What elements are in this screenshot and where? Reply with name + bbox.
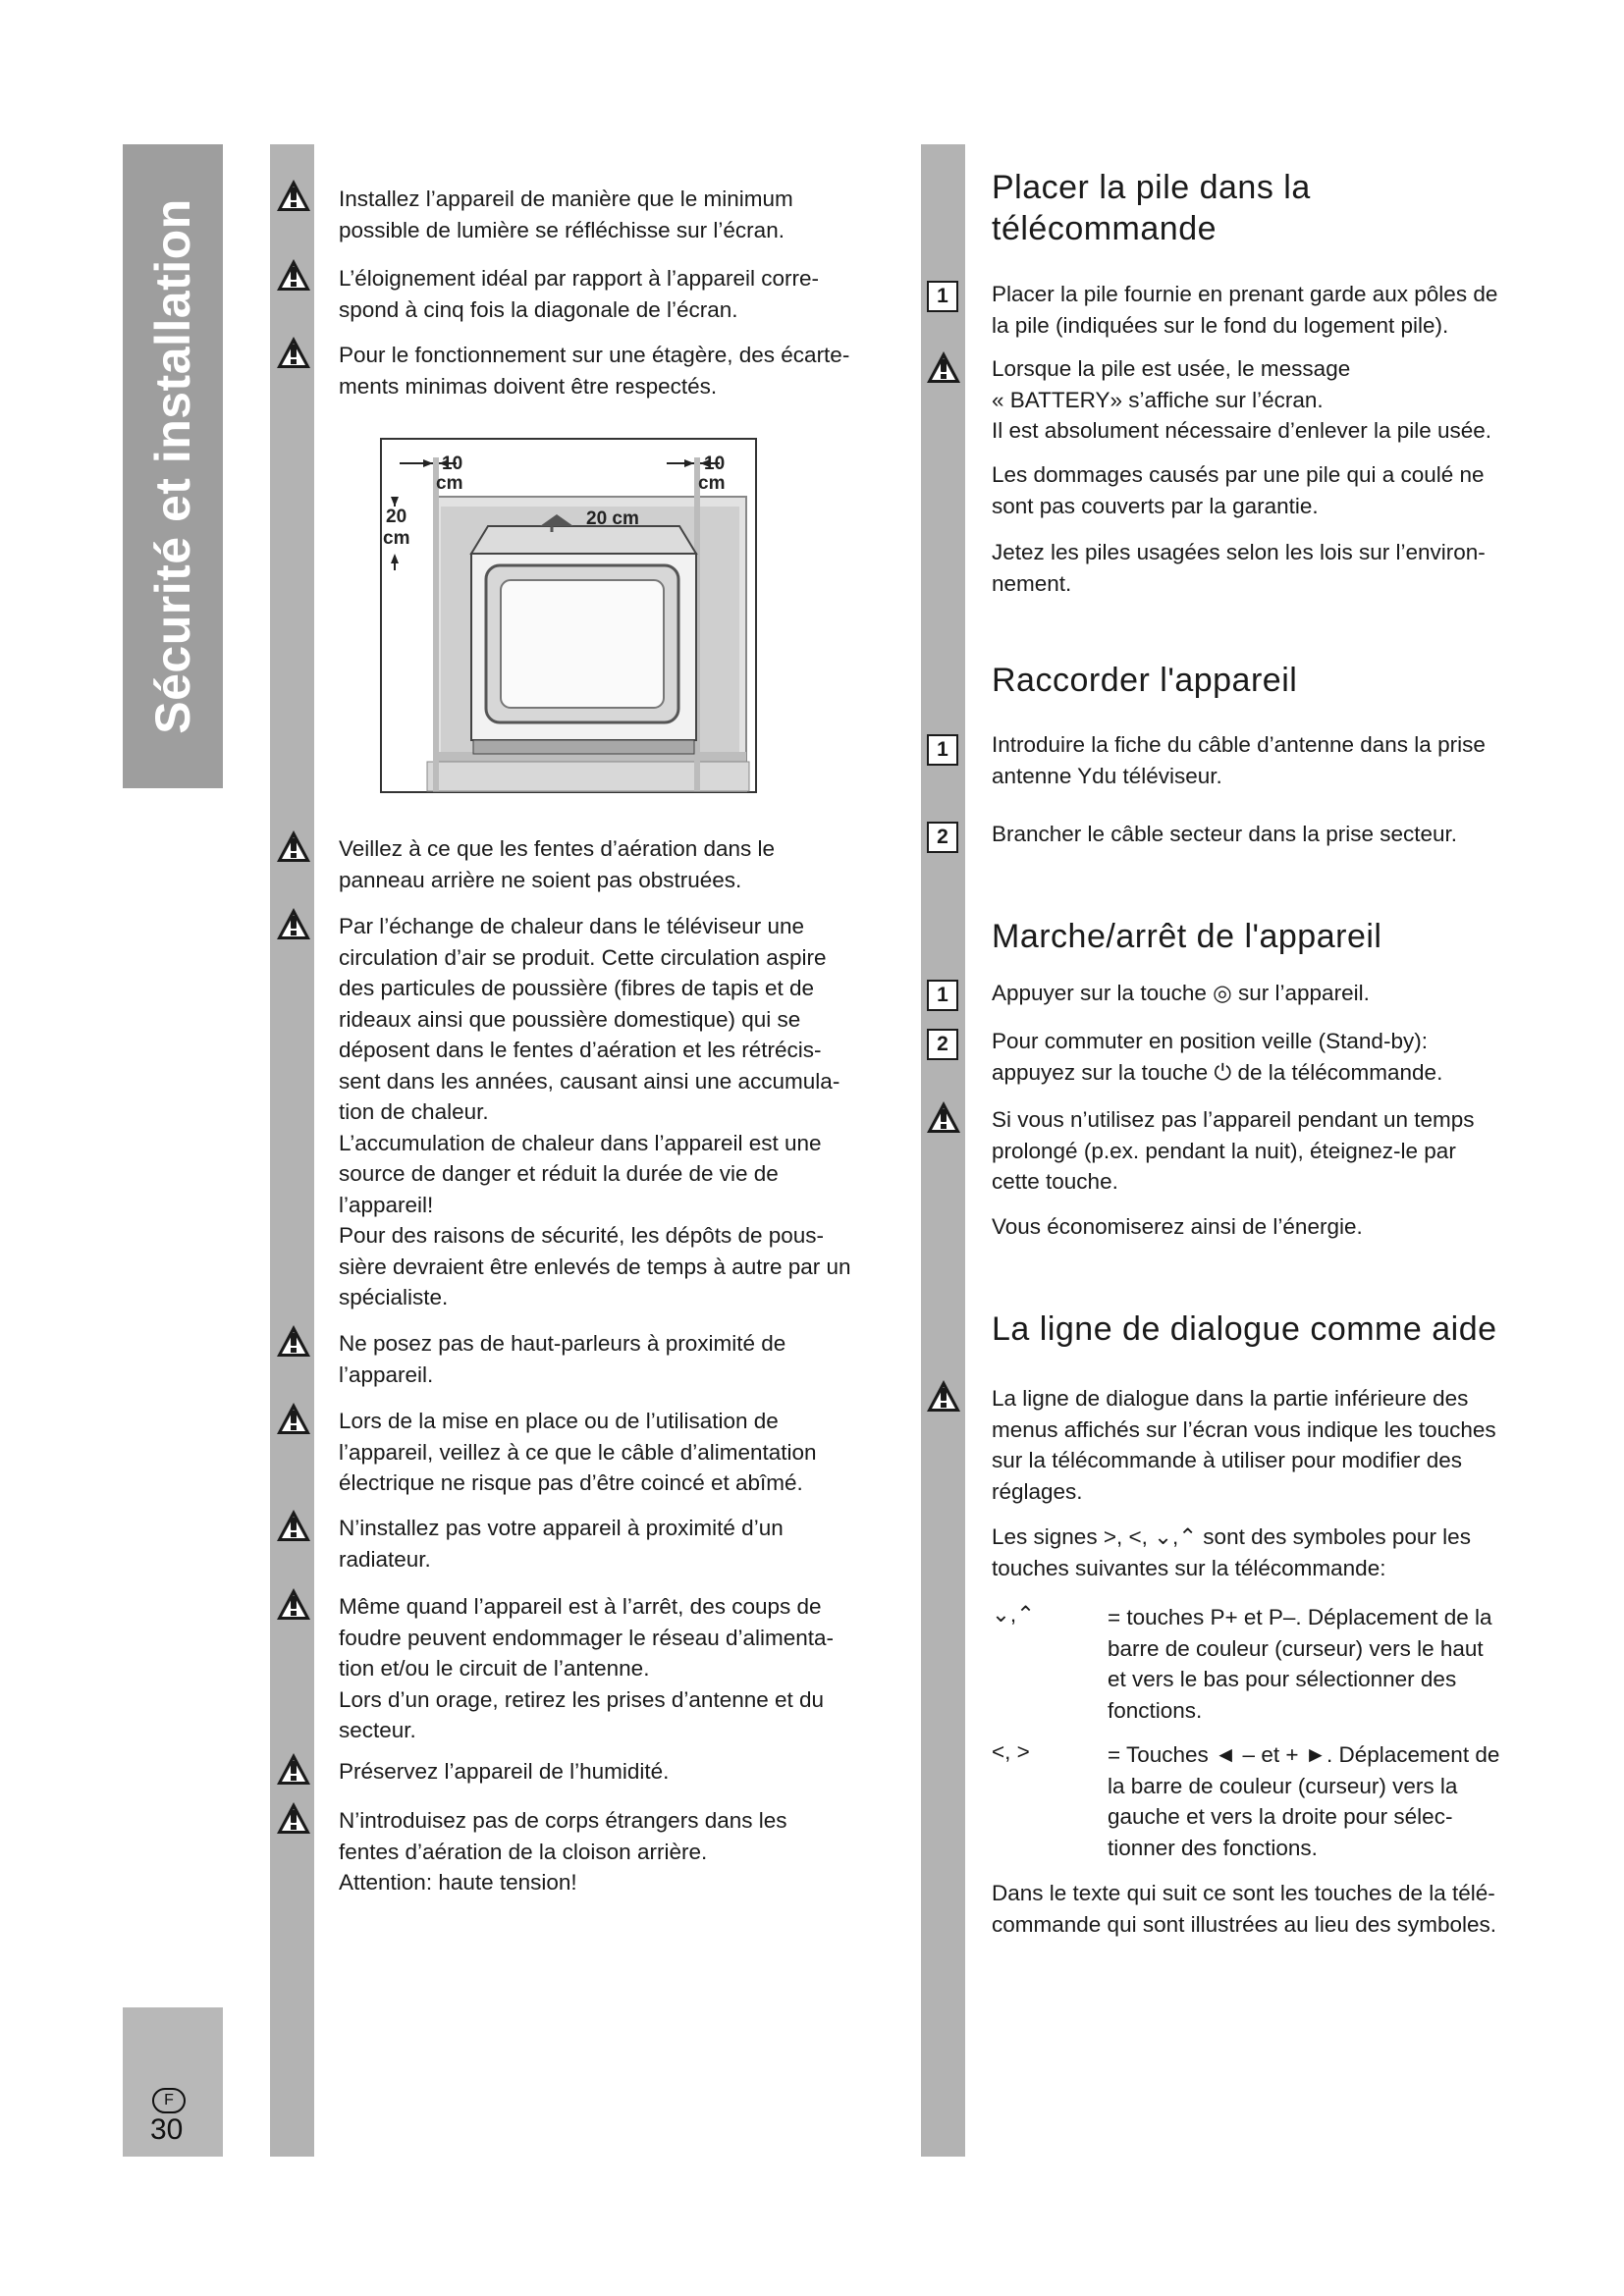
up-down-symbol: ⌄,⌃ [992,1602,1035,1627]
top-clearance-label: 20 cm [586,508,639,529]
page-footer [123,2007,223,2157]
warning-icon [277,1588,310,1620]
language-badge: F [152,2088,186,2113]
tv-shelf-illustration [380,438,757,793]
paragraph-warranty: Les dommages causés par une pile qui a coulé ne sont pas couverts par la garantie. [992,462,1485,518]
paragraph-disposal: Jetez les piles usagées selon les lois sur l’environ- nement. [992,540,1486,596]
paragraph-glare: Installez l’appareil de manière que le minimum possible de lumière se réfléchisse sur l’écran. [339,187,793,242]
paragraph-lightning: Même quand l’appareil est à l’arrêt, des coups de foudre peuvent endommager le réseau d’alimenta- tion et/ou le circuit de l’antenne. Lors d’un orage, retirez les prises d’antenne et du secteur. [339,1594,835,1742]
warning-icon [277,1753,310,1785]
step-number: 1 [927,980,958,1011]
warning-icon [277,1403,310,1434]
paragraph-antenna: Introduire la fiche du câble d’antenne dans la prise antenne Ydu téléviseur. [992,732,1486,788]
paragraph-symbols: Les signes >, <, ⌄,⌃ sont des symboles pour les touches suivantes sur la télécommande: [992,1524,1471,1580]
left-clearance-unit: cm [436,473,463,494]
page-number: 30 [150,2113,184,2146]
left-right-symbol: <, > [992,1739,1030,1764]
warning-icon [277,180,310,211]
warning-icon [277,337,310,368]
right-clearance-num: 10 [704,454,726,474]
paragraph-heat: Par l’échange de chaleur dans le téléviseur une circulation d’air se produit. Cette circulation aspire des particules de poussière (fibres de tapis et de rideaux ainsi que poussière domestique) qui se déposent dans le fentes d’aération et les rétrécis- sent dans les années, causant ainsi une accumula- tion de chaleur. L’accumulation de chaleur dans l’appareil est une source de danger et réduit la durée de vie de l’appareil! Pour des raisons de sécurité, les dépôts de pous- sière devraient être enlevés de temps à autre par un spécialiste. [339,914,851,1309]
paragraph-battery-low: Lorsque la pile est usée, le message « BATTERY» s’affiche sur l’écran. Il est absolument nécessaire d’enlever la pile usée. [992,356,1492,443]
paragraph-humidity: Préservez l’appareil de l’humidité. [339,1759,670,1784]
paragraph-switch-off: Si vous n’utilisez pas l’appareil pendant un temps prolongé (p.ex. pendant la nuit), éteignez-le par cette touche. [992,1107,1475,1194]
paragraph-up-down-keys: = touches P+ et P–. Déplacement de la barre de couleur (curseur) vers le haut et vers le bas pour sélectionner des fonctions. [1108,1605,1492,1723]
paragraph-remote-keys: Dans le texte qui suit ce sont les touches de la télé- commande qui sont illustrées au lieu des symboles. [992,1881,1497,1937]
warning-icon [927,1101,960,1133]
warning-icon [277,830,310,862]
heading-connect: Raccorder l'appareil [992,662,1298,699]
warning-icon [277,1325,310,1357]
right-clearance-unit: cm [698,473,726,494]
heading-dialog-line: La ligne de dialogue comme aide [992,1310,1497,1348]
paragraph-shelf: Pour le fonctionnement sur une étagère, des écarte- ments minimas doivent être respectés. [339,343,850,399]
paragraph-speakers: Ne posez pas de haut-parleurs à proximité de l’appareil. [339,1331,786,1387]
heading-power: Marche/arrêt de l'appareil [992,918,1382,955]
warning-icon [277,259,310,291]
right-margin-bar [921,144,965,2157]
step-number: 2 [927,822,958,853]
section-title: Sécurité et installation [145,198,200,734]
paragraph-mains: Brancher le câble secteur dans la prise secteur. [992,822,1458,846]
paragraph-left-right-keys: = Touches ◄ – et + ►. Déplacement de la barre de couleur (curseur) vers la gauche et vers la droite pour sélec- tionner des fonctions. [1108,1742,1500,1860]
back-clearance-num: 20 [386,507,407,527]
warning-icon [927,1380,960,1412]
heading-battery: Placer la pile dans la télécommande [992,169,1311,247]
paragraph-radiator: N’installez pas votre appareil à proximité d’un radiateur. [339,1516,784,1572]
step-number: 2 [927,1029,958,1060]
left-margin-bar [270,144,314,2157]
paragraph-standby: Pour commuter en position veille (Stand-by): appuyez sur la touche ⏻ de la télécommande. [992,1029,1443,1085]
paragraph-power-button: Appuyer sur la touche ◎ sur l’appareil. [992,981,1370,1005]
warning-icon [277,1802,310,1834]
paragraph-insert-battery: Placer la pile fournie en prenant garde aux pôles de la pile (indiquées sur le fond du logement pile). [992,282,1498,338]
section-tab [123,144,223,788]
step-number: 1 [927,281,958,312]
paragraph-cable: Lors de la mise en place ou de l’utilisation de l’appareil, veillez à ce que le câble d’alimentation électrique ne risque pas d’être coincé et abîmé. [339,1409,817,1495]
warning-icon [277,1510,310,1541]
back-clearance-unit: cm [383,528,410,549]
shelf-clearance-diagram [380,438,757,793]
paragraph-distance: L’éloignement idéal par rapport à l’appareil corre- spond à cinq fois la diagonale de l’écran. [339,266,820,322]
paragraph-energy: Vous économiserez ainsi de l’énergie. [992,1214,1363,1239]
warning-icon [277,908,310,939]
warning-icon [927,351,960,383]
left-clearance-num: 10 [442,454,463,474]
paragraph-dialog-line: La ligne de dialogue dans la partie inférieure des menus affichés sur l’écran vous indique les touches sur la télécommande à utiliser pour modifier des réglages. [992,1386,1496,1504]
paragraph-foreign-objects: N’introduisez pas de corps étrangers dans les fentes d’aération de la cloison arrière. Attention: haute tension! [339,1808,787,1895]
paragraph-vents: Veillez à ce que les fentes d’aération dans le panneau arrière ne soient pas obstruées. [339,836,776,892]
step-number: 1 [927,734,958,766]
